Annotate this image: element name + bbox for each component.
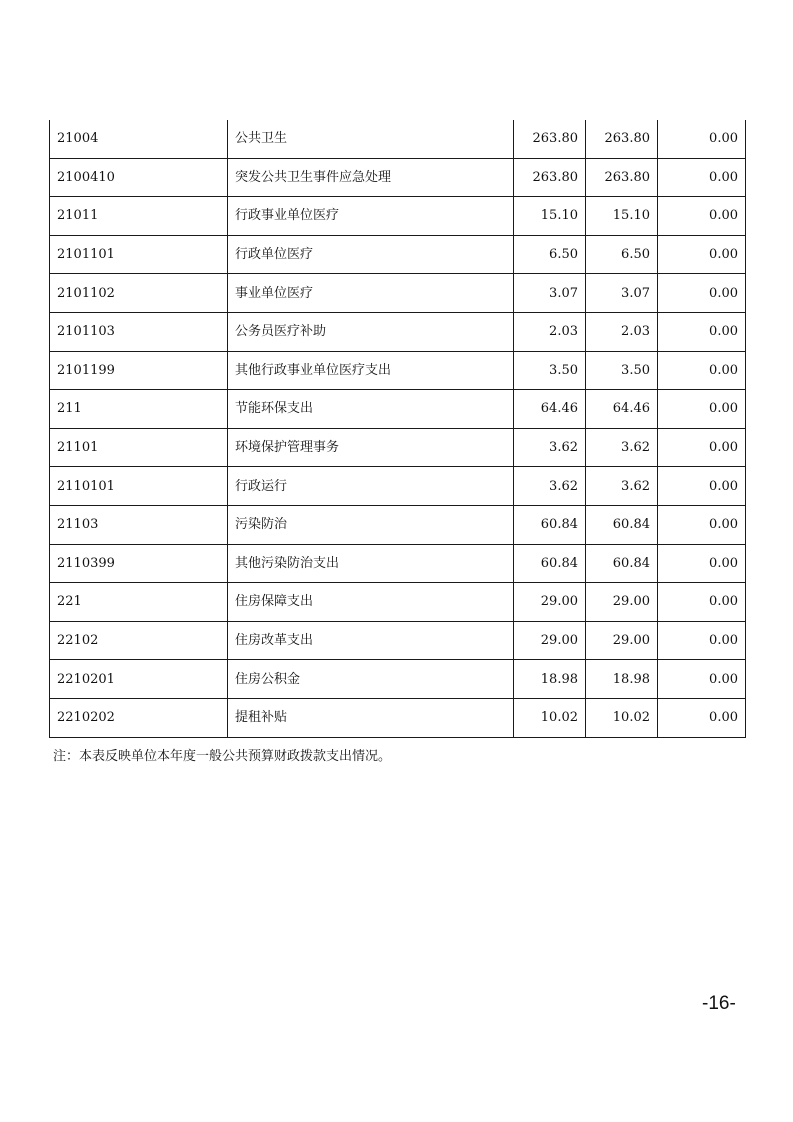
total-amount-cell: 6.50 xyxy=(514,235,586,274)
table-row xyxy=(50,583,746,622)
basic-expenditure-cell: 60.84 xyxy=(586,505,658,544)
basic-expenditure-cell: 3.62 xyxy=(586,467,658,506)
account-code-cell: 2101199 xyxy=(50,351,228,390)
total-amount-cell: 2.03 xyxy=(514,312,586,351)
account-code-cell: 2101101 xyxy=(50,235,228,274)
account-name-cell: 公务员医疗补助 xyxy=(228,312,514,351)
total-amount-cell: 18.98 xyxy=(514,660,586,699)
project-expenditure-cell: 0.00 xyxy=(658,274,746,313)
account-code-cell: 2101103 xyxy=(50,312,228,351)
basic-expenditure-cell: 263.80 xyxy=(586,158,658,197)
project-expenditure-cell: 0.00 xyxy=(658,660,746,699)
total-amount-cell: 15.10 xyxy=(514,197,586,236)
account-code-cell: 21101 xyxy=(50,428,228,467)
account-code-cell: 2210201 xyxy=(50,660,228,699)
account-code-cell: 2110101 xyxy=(50,467,228,506)
account-name-cell: 其他污染防治支出 xyxy=(228,544,514,583)
account-name-cell: 行政单位医疗 xyxy=(228,235,514,274)
table-row xyxy=(50,235,746,274)
total-amount-cell: 29.00 xyxy=(514,583,586,622)
account-name-cell: 突发公共卫生事件应急处理 xyxy=(228,158,514,197)
account-code-cell: 21011 xyxy=(50,197,228,236)
account-code-cell: 221 xyxy=(50,583,228,622)
project-expenditure-cell: 0.00 xyxy=(658,120,746,158)
table-row xyxy=(50,120,746,158)
basic-expenditure-cell: 263.80 xyxy=(586,120,658,158)
account-name-cell: 其他行政事业单位医疗支出 xyxy=(228,351,514,390)
account-code-cell: 2110399 xyxy=(50,544,228,583)
project-expenditure-cell: 0.00 xyxy=(658,235,746,274)
table-row xyxy=(50,428,746,467)
table-row xyxy=(50,158,746,197)
table-row xyxy=(50,351,746,390)
expenditure-table xyxy=(49,120,746,738)
account-code-cell: 2210202 xyxy=(50,698,228,737)
account-name-cell: 污染防治 xyxy=(228,505,514,544)
account-name-cell: 事业单位医疗 xyxy=(228,274,514,313)
account-code-cell: 21004 xyxy=(50,120,228,158)
account-code-cell: 2101102 xyxy=(50,274,228,313)
basic-expenditure-cell: 60.84 xyxy=(586,544,658,583)
total-amount-cell: 60.84 xyxy=(514,505,586,544)
project-expenditure-cell: 0.00 xyxy=(658,698,746,737)
account-name-cell: 住房保障支出 xyxy=(228,583,514,622)
table-row xyxy=(50,197,746,236)
account-code-cell: 2100410 xyxy=(50,158,228,197)
project-expenditure-cell: 0.00 xyxy=(658,544,746,583)
table-row xyxy=(50,467,746,506)
total-amount-cell: 29.00 xyxy=(514,621,586,660)
table-row xyxy=(50,544,746,583)
total-amount-cell: 263.80 xyxy=(514,158,586,197)
project-expenditure-cell: 0.00 xyxy=(658,351,746,390)
basic-expenditure-cell: 6.50 xyxy=(586,235,658,274)
basic-expenditure-cell: 15.10 xyxy=(586,197,658,236)
account-name-cell: 住房改革支出 xyxy=(228,621,514,660)
account-name-cell: 行政事业单位医疗 xyxy=(228,197,514,236)
project-expenditure-cell: 0.00 xyxy=(658,583,746,622)
project-expenditure-cell: 0.00 xyxy=(658,428,746,467)
project-expenditure-cell: 0.00 xyxy=(658,312,746,351)
project-expenditure-cell: 0.00 xyxy=(658,390,746,429)
account-name-cell: 节能环保支出 xyxy=(228,390,514,429)
account-code-cell: 22102 xyxy=(50,621,228,660)
table-row xyxy=(50,274,746,313)
basic-expenditure-cell: 29.00 xyxy=(586,583,658,622)
table-row xyxy=(50,390,746,429)
basic-expenditure-cell: 3.50 xyxy=(586,351,658,390)
basic-expenditure-cell: 18.98 xyxy=(586,660,658,699)
total-amount-cell: 3.07 xyxy=(514,274,586,313)
project-expenditure-cell: 0.00 xyxy=(658,621,746,660)
table-row xyxy=(50,621,746,660)
total-amount-cell: 263.80 xyxy=(514,120,586,158)
table-row xyxy=(50,312,746,351)
basic-expenditure-cell: 29.00 xyxy=(586,621,658,660)
table-row xyxy=(50,660,746,699)
basic-expenditure-cell: 3.07 xyxy=(586,274,658,313)
total-amount-cell: 3.62 xyxy=(514,428,586,467)
account-name-cell: 提租补贴 xyxy=(228,698,514,737)
project-expenditure-cell: 0.00 xyxy=(658,505,746,544)
account-name-cell: 住房公积金 xyxy=(228,660,514,699)
project-expenditure-cell: 0.00 xyxy=(658,467,746,506)
total-amount-cell: 64.46 xyxy=(514,390,586,429)
total-amount-cell: 60.84 xyxy=(514,544,586,583)
basic-expenditure-cell: 2.03 xyxy=(586,312,658,351)
account-code-cell: 211 xyxy=(50,390,228,429)
total-amount-cell: 3.50 xyxy=(514,351,586,390)
table-row xyxy=(50,698,746,737)
account-name-cell: 环境保护管理事务 xyxy=(228,428,514,467)
project-expenditure-cell: 0.00 xyxy=(658,158,746,197)
table-footnote: 注：本表反映单位本年度一般公共预算财政拨款支出情况。 xyxy=(53,749,392,764)
total-amount-cell: 10.02 xyxy=(514,698,586,737)
table-row xyxy=(50,505,746,544)
page-number: -16- xyxy=(702,993,736,1014)
total-amount-cell: 3.62 xyxy=(514,467,586,506)
basic-expenditure-cell: 3.62 xyxy=(586,428,658,467)
account-name-cell: 行政运行 xyxy=(228,467,514,506)
basic-expenditure-cell: 10.02 xyxy=(586,698,658,737)
project-expenditure-cell: 0.00 xyxy=(658,197,746,236)
account-code-cell: 21103 xyxy=(50,505,228,544)
account-name-cell: 公共卫生 xyxy=(228,120,514,158)
basic-expenditure-cell: 64.46 xyxy=(586,390,658,429)
expenditure-table-body xyxy=(50,120,746,737)
